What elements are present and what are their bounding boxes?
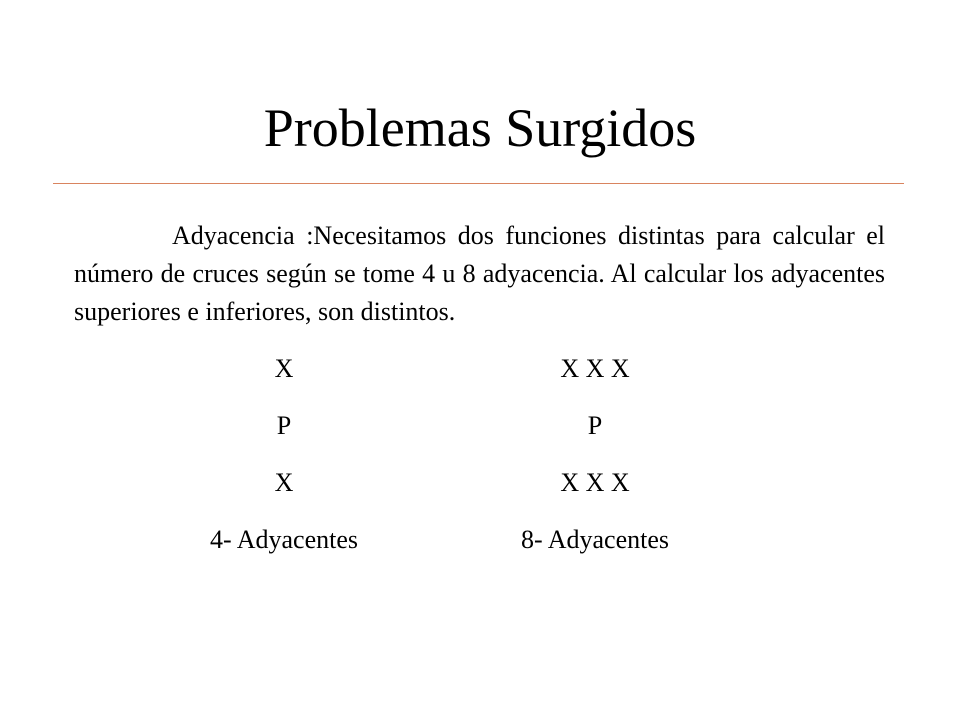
eight-adjacency-row-center: P: [587, 411, 603, 440]
eight-adjacency-diagram: [465, 346, 725, 563]
eight-adjacency-caption: 8- Adyacentes: [520, 525, 669, 554]
four-adjacency-row-bottom: X: [274, 468, 294, 497]
eight-adjacency-row-top: X X X: [560, 354, 630, 383]
slide-title: Problemas Surgidos: [263, 98, 697, 158]
four-adjacency-row-top: X: [274, 354, 294, 383]
four-adjacency-row-center: P: [276, 411, 292, 440]
title-divider: [53, 183, 904, 184]
eight-adjacency-row-bottom: X X X: [560, 468, 630, 497]
four-adjacency-diagram: [154, 346, 414, 563]
four-adjacency-caption: 4- Adyacentes: [209, 525, 358, 554]
body-paragraph: Adyacencia :Necesitamos dos funciones distintas para calcular el número de cruces según se tome 4 u 8 adyacencia. Al calcular los adyacentes superiores e inferiores, son distintos.: [74, 221, 885, 326]
